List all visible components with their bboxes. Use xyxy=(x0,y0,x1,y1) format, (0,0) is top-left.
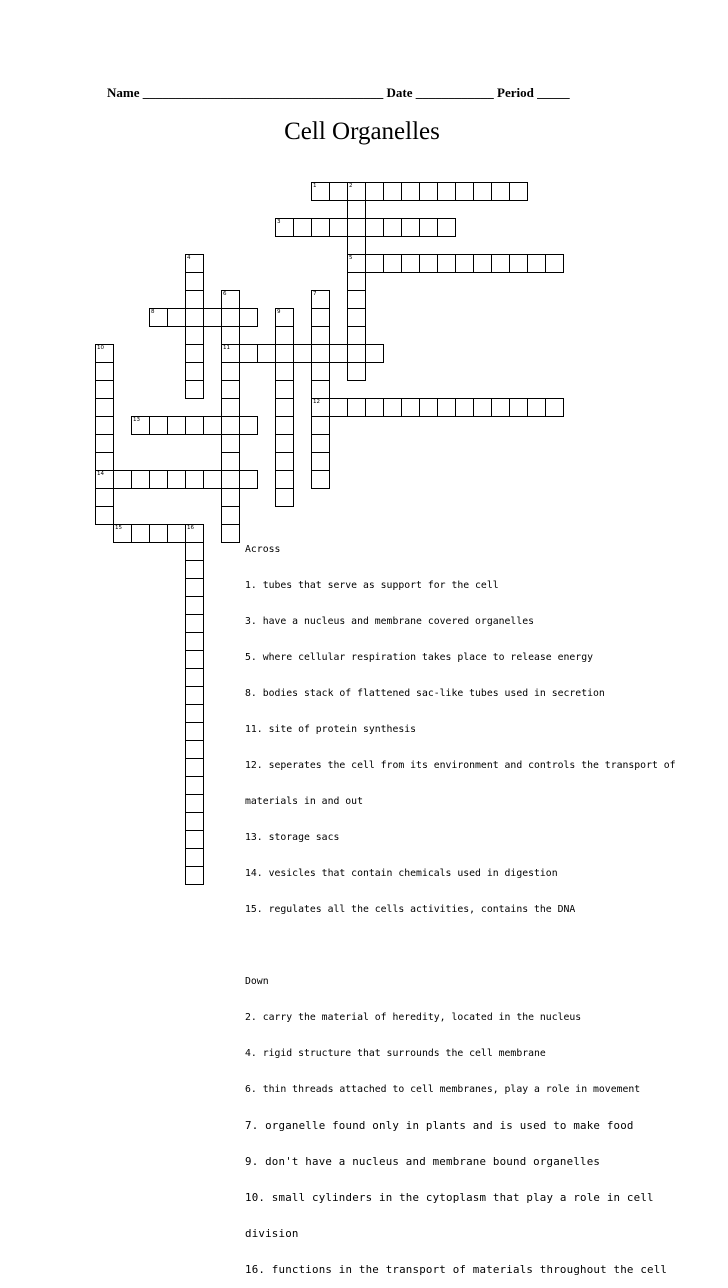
crossword-cell[interactable] xyxy=(275,416,294,435)
crossword-cell[interactable] xyxy=(347,362,366,381)
crossword-cell[interactable] xyxy=(347,254,366,273)
page-title-text: Cell Organelles xyxy=(284,118,440,145)
crossword-cell[interactable] xyxy=(167,524,186,543)
crossword-cell[interactable] xyxy=(311,362,330,381)
crossword-cell[interactable] xyxy=(455,398,474,417)
clue-across-12-cont: materials in and out xyxy=(245,796,363,807)
crossword-cell[interactable] xyxy=(437,182,456,201)
clue-across-1: 1. tubes that serve as support for the cell xyxy=(245,580,499,591)
crossword-cell[interactable] xyxy=(131,524,150,543)
crossword-cell[interactable] xyxy=(527,254,546,273)
crossword-cell[interactable] xyxy=(95,344,114,363)
crossword-cell[interactable] xyxy=(347,326,366,345)
crossword-cell[interactable] xyxy=(185,650,204,669)
clue-number: 14 xyxy=(97,471,104,477)
crossword-cell[interactable] xyxy=(221,524,240,543)
crossword-cell[interactable] xyxy=(347,398,366,417)
clue-number: 15 xyxy=(115,525,122,531)
crossword-cell[interactable] xyxy=(311,470,330,489)
crossword-cell[interactable] xyxy=(491,254,510,273)
clue-number: 9 xyxy=(277,309,281,315)
crossword-cell[interactable] xyxy=(545,398,564,417)
crossword-cell[interactable] xyxy=(149,308,168,327)
crossword-cell[interactable] xyxy=(185,290,204,309)
crossword-cell[interactable] xyxy=(185,722,204,741)
crossword-cell[interactable] xyxy=(401,182,420,201)
crossword-cell[interactable] xyxy=(311,218,330,237)
period-label: Period xyxy=(497,85,534,100)
clue-number: 6 xyxy=(223,291,227,297)
crossword-cell[interactable] xyxy=(293,344,312,363)
crossword-cell[interactable] xyxy=(185,470,204,489)
crossword-cell[interactable] xyxy=(329,398,348,417)
crossword-cell[interactable] xyxy=(329,344,348,363)
crossword-cell[interactable] xyxy=(275,398,294,417)
period-blank: _____ xyxy=(537,85,570,100)
crossword-cell[interactable] xyxy=(185,542,204,561)
name-blank: _____________________________________ xyxy=(142,85,384,100)
crossword-cell[interactable] xyxy=(185,848,204,867)
crossword-cell[interactable] xyxy=(131,416,150,435)
date-blank: ____________ xyxy=(415,85,494,100)
crossword-cell[interactable] xyxy=(239,470,258,489)
crossword-cell[interactable] xyxy=(347,344,366,363)
crossword-cell[interactable] xyxy=(221,488,240,507)
crossword-cell[interactable] xyxy=(221,290,240,309)
down-heading: Down xyxy=(245,976,269,987)
crossword-cell[interactable] xyxy=(275,380,294,399)
crossword-cell[interactable] xyxy=(221,380,240,399)
clue-across-14: 14. vesicles that contain chemicals used in digestion xyxy=(245,868,558,879)
crossword-cell[interactable] xyxy=(185,362,204,381)
clue-number: 12 xyxy=(313,399,320,405)
crossword-cell[interactable] xyxy=(509,182,528,201)
across-heading: Across xyxy=(245,544,281,555)
clue-down-9: 9. don't have a nucleus and membrane bound organelles xyxy=(245,1155,601,1168)
crossword-cell[interactable] xyxy=(131,470,150,489)
crossword-cell[interactable] xyxy=(419,218,438,237)
crossword-cell[interactable] xyxy=(185,308,204,327)
clue-number: 5 xyxy=(349,255,353,261)
crossword-cell[interactable] xyxy=(311,380,330,399)
crossword-cell[interactable] xyxy=(509,398,528,417)
clue-down-7: 7. organelle found only in plants and is used to make food xyxy=(245,1119,634,1132)
name-label: Name xyxy=(107,85,140,100)
crossword-cell[interactable] xyxy=(275,308,294,327)
crossword-cell[interactable] xyxy=(275,452,294,471)
crossword-cell[interactable] xyxy=(185,686,204,705)
crossword-cell[interactable] xyxy=(185,272,204,291)
crossword-cell[interactable] xyxy=(329,218,348,237)
crossword-cell[interactable] xyxy=(113,524,132,543)
crossword-cell[interactable] xyxy=(419,254,438,273)
crossword-cell[interactable] xyxy=(185,704,204,723)
crossword-cell[interactable] xyxy=(221,398,240,417)
clue-number: 4 xyxy=(187,255,191,261)
crossword-cell[interactable] xyxy=(455,182,474,201)
crossword-cell[interactable] xyxy=(185,740,204,759)
crossword-cell[interactable] xyxy=(95,506,114,525)
crossword-cell[interactable] xyxy=(275,434,294,453)
crossword-cell[interactable] xyxy=(185,668,204,687)
clue-across-13: 13. storage sacs xyxy=(245,832,340,843)
crossword-cell[interactable] xyxy=(365,398,384,417)
crossword-cell[interactable] xyxy=(221,506,240,525)
clue-number: 13 xyxy=(133,417,140,423)
crossword-cell[interactable] xyxy=(419,398,438,417)
crossword-cell[interactable] xyxy=(401,398,420,417)
crossword-cell[interactable] xyxy=(185,578,204,597)
crossword-cell[interactable] xyxy=(221,434,240,453)
crossword-cell[interactable] xyxy=(293,218,312,237)
crossword-cell[interactable] xyxy=(311,416,330,435)
crossword-cell[interactable] xyxy=(185,812,204,831)
clue-number: 11 xyxy=(223,345,230,351)
clue-number: 7 xyxy=(313,291,317,297)
crossword-cell[interactable] xyxy=(437,398,456,417)
crossword-cell[interactable] xyxy=(311,452,330,471)
clue-down-10-cont: division xyxy=(245,1227,299,1240)
crossword-cell[interactable] xyxy=(473,182,492,201)
crossword-cell[interactable] xyxy=(347,236,366,255)
crossword-cell[interactable] xyxy=(329,182,348,201)
crossword-cell[interactable] xyxy=(383,182,402,201)
clue-number: 1 xyxy=(313,183,317,189)
crossword-cell[interactable] xyxy=(149,470,168,489)
clue-down-6: 6. thin threads attached to cell membranes, play a role in movement xyxy=(245,1084,641,1095)
crossword-cell[interactable] xyxy=(185,416,204,435)
crossword-cell[interactable] xyxy=(365,254,384,273)
crossword-cell[interactable] xyxy=(221,344,240,363)
crossword-cell[interactable] xyxy=(221,416,240,435)
crossword-cell[interactable] xyxy=(311,182,330,201)
crossword-cell[interactable] xyxy=(275,326,294,345)
crossword-cell[interactable] xyxy=(545,254,564,273)
crossword-cell[interactable] xyxy=(95,416,114,435)
crossword-cell[interactable] xyxy=(437,218,456,237)
crossword-cell[interactable] xyxy=(275,218,294,237)
crossword-cell[interactable] xyxy=(311,344,330,363)
clue-list xyxy=(245,520,676,1288)
crossword-cell[interactable] xyxy=(203,470,222,489)
crossword-cell[interactable] xyxy=(455,254,474,273)
crossword-cell[interactable] xyxy=(275,488,294,507)
clue-down-4: 4. rigid structure that surrounds the cell membrane xyxy=(245,1048,546,1059)
crossword-cell[interactable] xyxy=(185,776,204,795)
crossword-cell[interactable] xyxy=(347,308,366,327)
crossword-cell[interactable] xyxy=(239,308,258,327)
clue-number: 3 xyxy=(277,219,281,225)
crossword-cell[interactable] xyxy=(185,326,204,345)
crossword-cell[interactable] xyxy=(221,308,240,327)
crossword-cell[interactable] xyxy=(347,218,366,237)
crossword-cell[interactable] xyxy=(185,596,204,615)
crossword-cell[interactable] xyxy=(311,434,330,453)
clue-across-5: 5. where cellular respiration takes place to release energy xyxy=(245,652,593,663)
crossword-cell[interactable] xyxy=(221,452,240,471)
crossword-cell[interactable] xyxy=(527,398,546,417)
crossword-cell[interactable] xyxy=(203,416,222,435)
clue-across-11: 11. site of protein synthesis xyxy=(245,724,417,735)
clue-number: 10 xyxy=(97,345,104,351)
crossword-cell[interactable] xyxy=(185,794,204,813)
crossword-cell[interactable] xyxy=(167,308,186,327)
clue-number: 16 xyxy=(187,525,194,531)
crossword-cell[interactable] xyxy=(365,218,384,237)
crossword-cell[interactable] xyxy=(113,470,132,489)
crossword-cell[interactable] xyxy=(95,380,114,399)
crossword-cell[interactable] xyxy=(185,758,204,777)
crossword-cell[interactable] xyxy=(203,308,222,327)
crossword-cell[interactable] xyxy=(221,470,240,489)
crossword-cell[interactable] xyxy=(509,254,528,273)
crossword-cell[interactable] xyxy=(185,614,204,633)
crossword-cell[interactable] xyxy=(185,254,204,273)
crossword-cell[interactable] xyxy=(383,254,402,273)
crossword-cell[interactable] xyxy=(347,200,366,219)
date-label: Date xyxy=(386,85,413,100)
crossword-cell[interactable] xyxy=(437,254,456,273)
clue-number: 8 xyxy=(151,309,155,315)
crossword-cell[interactable] xyxy=(95,452,114,471)
crossword-cell[interactable] xyxy=(275,344,294,363)
crossword-cell[interactable] xyxy=(347,272,366,291)
clue-down-2: 2. carry the material of heredity, located in the nucleus xyxy=(245,1012,582,1023)
crossword-cell[interactable] xyxy=(185,560,204,579)
crossword-cell[interactable] xyxy=(185,344,204,363)
crossword-cell[interactable] xyxy=(473,254,492,273)
crossword-cell[interactable] xyxy=(311,290,330,309)
crossword-cell[interactable] xyxy=(383,398,402,417)
crossword-cell[interactable] xyxy=(185,380,204,399)
clue-across-3: 3. have a nucleus and membrane covered organelles xyxy=(245,616,535,627)
crossword-cell[interactable] xyxy=(95,398,114,417)
clue-down-16: 16. functions in the transport of materials throughout the cell xyxy=(245,1263,668,1276)
crossword-cell[interactable] xyxy=(239,344,258,363)
crossword-cell[interactable] xyxy=(365,344,384,363)
crossword-cell[interactable] xyxy=(491,182,510,201)
crossword-cell[interactable] xyxy=(311,326,330,345)
crossword-cell[interactable] xyxy=(221,362,240,381)
crossword-cell[interactable] xyxy=(257,344,276,363)
crossword-cell[interactable] xyxy=(185,632,204,651)
crossword-cell[interactable] xyxy=(275,362,294,381)
crossword-cell[interactable] xyxy=(239,416,258,435)
crossword-cell[interactable] xyxy=(149,416,168,435)
crossword-cell[interactable] xyxy=(185,524,204,543)
crossword-cell[interactable] xyxy=(95,488,114,507)
crossword-cell[interactable] xyxy=(401,254,420,273)
clue-number: 2 xyxy=(349,183,353,189)
clue-across-12: 12. seperates the cell from its environment and controls the transport of xyxy=(245,760,676,771)
crossword-cell[interactable] xyxy=(365,182,384,201)
crossword-cell[interactable] xyxy=(221,326,240,345)
clue-across-15: 15. regulates all the cells activities, contains the DNA xyxy=(245,904,576,915)
crossword-cell[interactable] xyxy=(383,218,402,237)
crossword-cell[interactable] xyxy=(95,362,114,381)
crossword-cell[interactable] xyxy=(185,830,204,849)
crossword-cell[interactable] xyxy=(167,470,186,489)
crossword-cell[interactable] xyxy=(95,434,114,453)
crossword-cell[interactable] xyxy=(419,182,438,201)
clue-across-8: 8. bodies stack of flattened sac-like tubes used in secretion xyxy=(245,688,605,699)
crossword-cell[interactable] xyxy=(347,182,366,201)
crossword-cell[interactable] xyxy=(167,416,186,435)
crossword-cell[interactable] xyxy=(473,398,492,417)
clue-down-10: 10. small cylinders in the cytoplasm that play a role in cell xyxy=(245,1191,654,1204)
crossword-cell[interactable] xyxy=(185,866,204,885)
crossword-cell[interactable] xyxy=(311,308,330,327)
crossword-cell[interactable] xyxy=(275,470,294,489)
crossword-cell[interactable] xyxy=(347,290,366,309)
crossword-cell[interactable] xyxy=(149,524,168,543)
crossword-cell[interactable] xyxy=(311,398,330,417)
crossword-cell[interactable] xyxy=(95,470,114,489)
crossword-cell[interactable] xyxy=(401,218,420,237)
crossword-cell[interactable] xyxy=(491,398,510,417)
